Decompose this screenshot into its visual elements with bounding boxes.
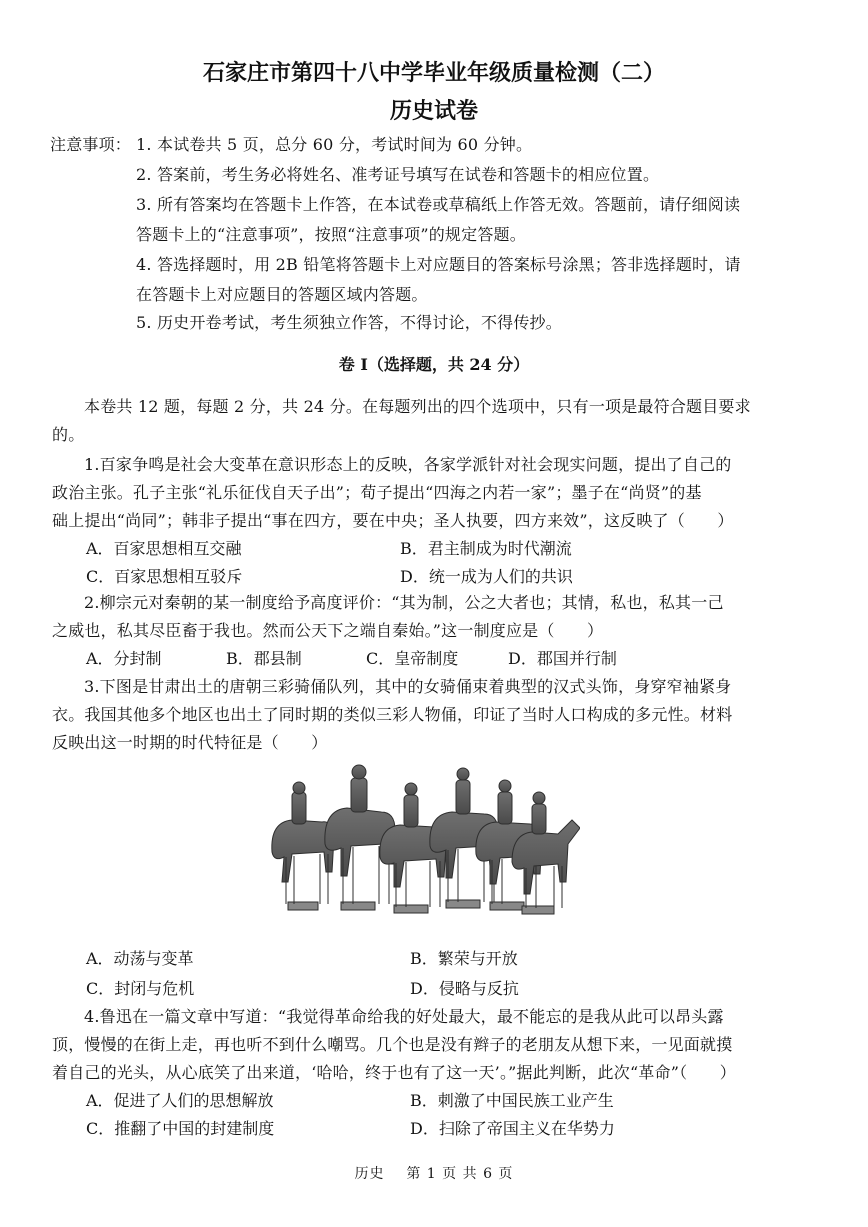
- tang-sancai-riders-image: [262, 752, 580, 924]
- question-3-option-c: C．封闭与危机: [86, 979, 195, 998]
- question-1-option-b: B．君主制成为时代潮流: [400, 539, 572, 558]
- question-4-option-b: B．刺激了中国民族工业产生: [410, 1091, 614, 1110]
- question-2-option-b: B．郡县制: [226, 649, 302, 668]
- question-3-option-d: D．侵略与反抗: [410, 979, 519, 998]
- intro-line: 本卷共 12 题，每题 2 分，共 24 分。在每题列出的四个选项中，只有一项是最符合题目要求: [84, 397, 751, 416]
- question-1-option-a: A．百家思想相互交融: [86, 539, 242, 558]
- note-line: 在答题卡上对应题目的答题区域内答题。: [136, 285, 428, 304]
- note-line: 答题卡上的“注意事项”，按照“注意事项”的规定答题。: [136, 225, 526, 244]
- question-1-line: 政治主张。孔子主张“礼乐征伐自天子出”；荀子提出“四海之内若一家”；墨子在“尚贤”的基: [52, 483, 702, 502]
- question-3-line: 衣。我国其他多个地区也出土了同时期的类似三彩人物俑，印证了当时人口构成的多元性。材料: [52, 705, 733, 724]
- question-3-option-b: B．繁荣与开放: [410, 949, 518, 968]
- notes-label: 注意事项：: [50, 135, 132, 154]
- exam-title: 石家庄市第四十八中学毕业年级质量检测（二）: [202, 60, 665, 86]
- question-4-option-a: A．促进了人们的思想解放: [86, 1091, 274, 1110]
- question-3-option-a: A．动荡与变革: [86, 949, 194, 968]
- note-line: 2. 答案前，考生务必将姓名、准考证号填写在试卷和答题卡的相应位置。: [136, 165, 660, 184]
- question-1-line: 1.百家争鸣是社会大变革在意识形态上的反映，各家学派针对社会现实问题，提出了自己的: [84, 455, 732, 474]
- question-3-line: 3.下图是甘肃出土的唐朝三彩骑俑队列，其中的女骑俑束着典型的汉式头饰，身穿窄袖紧身: [84, 677, 732, 696]
- question-1-option-d: D．统一成为人们的共识: [400, 567, 573, 586]
- question-4-line: 着自己的光头，从心底笑了出来道，‘哈哈，终于也有了这一天’。”据此判断，此次“革命”（ ）: [52, 1063, 736, 1082]
- note-line: 3. 所有答案均在答题卡上作答，在本试卷或草稿纸上作答无效。答题前，请仔细阅读: [136, 195, 741, 214]
- section-title: 卷 I（选择题，共 24 分）: [338, 355, 530, 374]
- footer-subject: 历史: [354, 1166, 385, 1182]
- question-3-line: 反映出这一时期的时代特征是（ ）: [52, 733, 328, 752]
- question-1-line: 础上提出“尚同”；韩非子提出“事在四方，要在中央；圣人执要，四方来效”，这反映了（ ）: [52, 511, 734, 530]
- intro-line: 的。: [52, 425, 85, 444]
- footer-page-number: 第 1 页 共 6 页: [406, 1166, 514, 1182]
- question-4-option-c: C．推翻了中国的封建制度: [86, 1119, 275, 1138]
- note-line: 5. 历史开卷考试，考生须独立作答，不得讨论，不得传抄。: [136, 313, 562, 332]
- page-footer: [0, 1163, 868, 1183]
- question-4-line: 4.鲁迅在一篇文章中写道：“我觉得革命给我的好处最大，最不能忘的是我从此可以昂头露: [84, 1007, 724, 1026]
- question-2-line: 之威也，私其尽臣畜于我也。然而公天下之端自秦始。”这一制度应是（ ）: [52, 621, 604, 640]
- question-2-option-c: C．皇帝制度: [366, 649, 459, 668]
- question-2-line: 2.柳宗元对秦朝的某一制度给予高度评价：“其为制，公之大者也；其情，私也，私其一己: [84, 593, 724, 612]
- question-4-option-d: D．扫除了帝国主义在华势力: [410, 1119, 615, 1138]
- question-1-option-c: C．百家思想相互驳斥: [86, 567, 243, 586]
- note-line: 1. 本试卷共 5 页，总分 60 分，考试时间为 60 分钟。: [136, 135, 533, 154]
- exam-subtitle: 历史试卷: [389, 98, 478, 124]
- question-4-line: 顶，慢慢的在街上走，再也听不到什么嘲骂。几个也是没有辫子的老朋友从想下来，一见面就摸: [52, 1035, 733, 1054]
- question-2-option-d: D．郡国并行制: [508, 649, 617, 668]
- note-line: 4. 答选择题时，用 2B 铅笔将答题卡上对应题目的答案标号涂黑；答非选择题时，请: [136, 255, 741, 274]
- question-2-option-a: A．分封制: [86, 649, 162, 668]
